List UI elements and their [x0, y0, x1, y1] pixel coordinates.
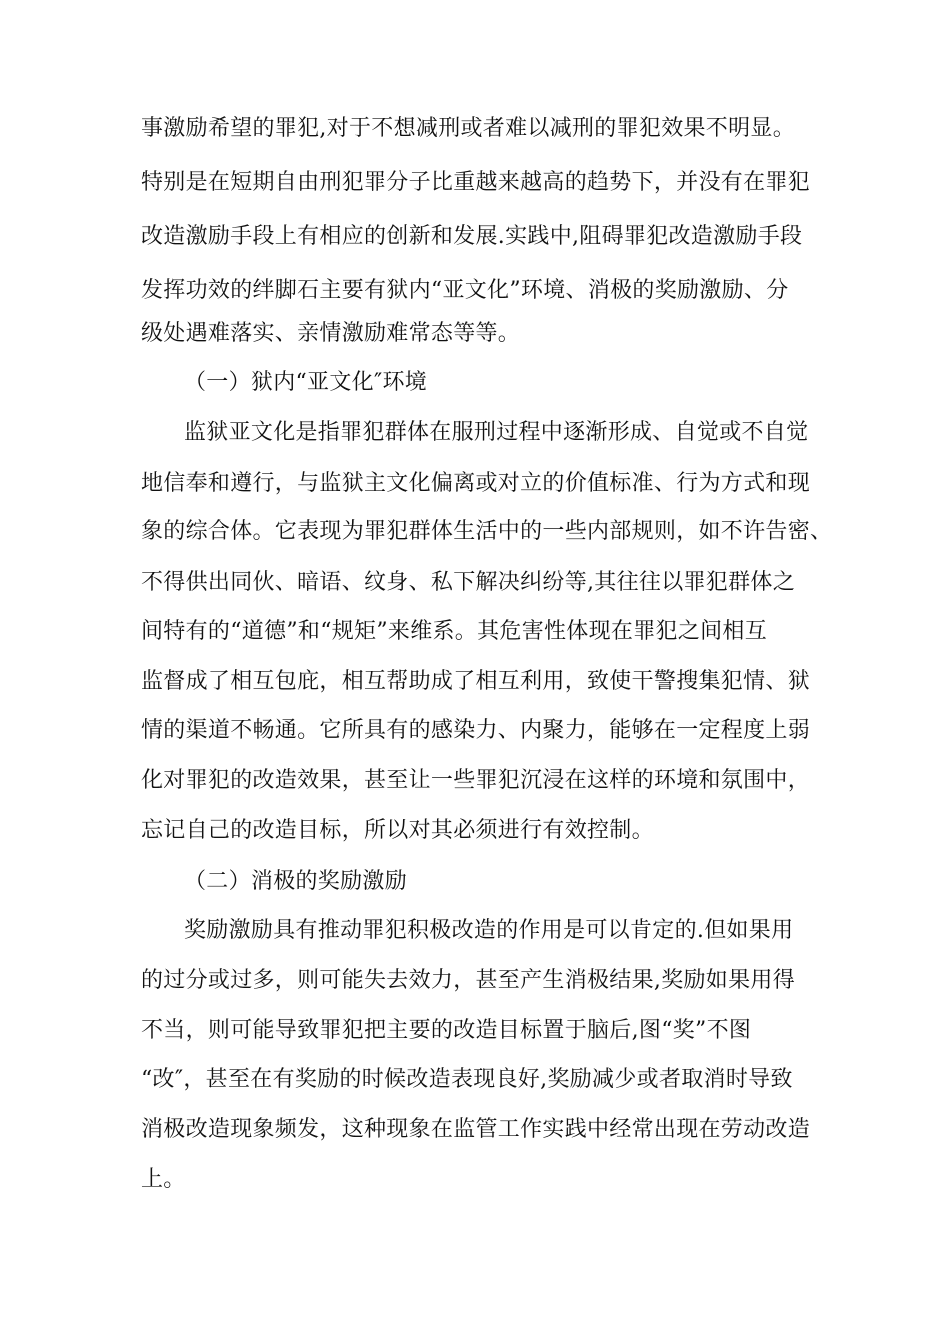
- paragraph-line: 象的综合体。它表现为罪犯群体生活中的一些内部规则，如不许告密、: [141, 519, 833, 544]
- paragraph-line: 地信奉和遵行，与监狱主文化偏离或对立的价值标准、行为方式和现: [141, 471, 811, 496]
- section-heading-1: （一）狱内“亚文化″环境: [184, 370, 428, 395]
- paragraph-line: 监督成了相互包庇，相互帮助成了相互利用，致使干警搜集犯情、狱: [141, 669, 811, 694]
- paragraph-line: 情的渠道不畅通。它所具有的感染力、内聚力，能够在一定程度上弱: [141, 718, 811, 743]
- paragraph-line: 奖励激励具有推动罪犯积极改造的作用是可以肯定的.但如果用: [184, 918, 794, 943]
- paragraph-line: 上。: [141, 1167, 186, 1192]
- paragraph-line: 化对罪犯的改造效果，甚至让一些罪犯沉浸在这样的环境和氛围中，: [141, 768, 811, 793]
- paragraph-line: 级处遇难落实、亲情激励难常态等等。: [141, 321, 521, 346]
- section-heading-2: （二）消极的奖励激励: [184, 869, 408, 894]
- paragraph-line: 改造激励手段上有相应的创新和发展.实践中,阻碍罪犯改造激励手段: [141, 224, 803, 249]
- paragraph-line: 不当，则可能导致罪犯把主要的改造目标置于脑后,图“奖”不图: [141, 1018, 752, 1043]
- paragraph-line: 忘记自己的改造目标，所以对其必须进行有效控制。: [141, 818, 654, 843]
- paragraph-line: 消极改造现象频发，这种现象在监管工作实践中经常出现在劳动改造: [141, 1117, 811, 1142]
- paragraph-line: 特别是在短期自由刑犯罪分子比重越来越高的趋势下，并没有在罪犯: [141, 170, 811, 195]
- paragraph-line: 间特有的“道德”和“规矩”来维系。其危害性体现在罪犯之间相互: [141, 619, 767, 644]
- paragraph-line: 的过分或过多，则可能失去效力，甚至产生消极结果,奖励如果用得: [141, 968, 795, 993]
- paragraph-line: “改″，甚至在有奖励的时候改造表现良好,奖励减少或者取消时导致: [141, 1067, 793, 1092]
- paragraph-line: 发挥功效的绊脚石主要有狱内“亚文化”环境、消极的奖励激励、分: [141, 278, 789, 303]
- paragraph-line: 事激励希望的罪犯,对于不想减刑或者难以减刑的罪犯效果不明显。: [141, 116, 795, 141]
- paragraph-line: 不得供出同伙、暗语、纹身、私下解决纠纷等,其往往以罪犯群体之: [141, 570, 795, 595]
- paragraph-line: 监狱亚文化是指罪犯群体在服刑过程中逐渐形成、自觉或不自觉: [184, 420, 809, 445]
